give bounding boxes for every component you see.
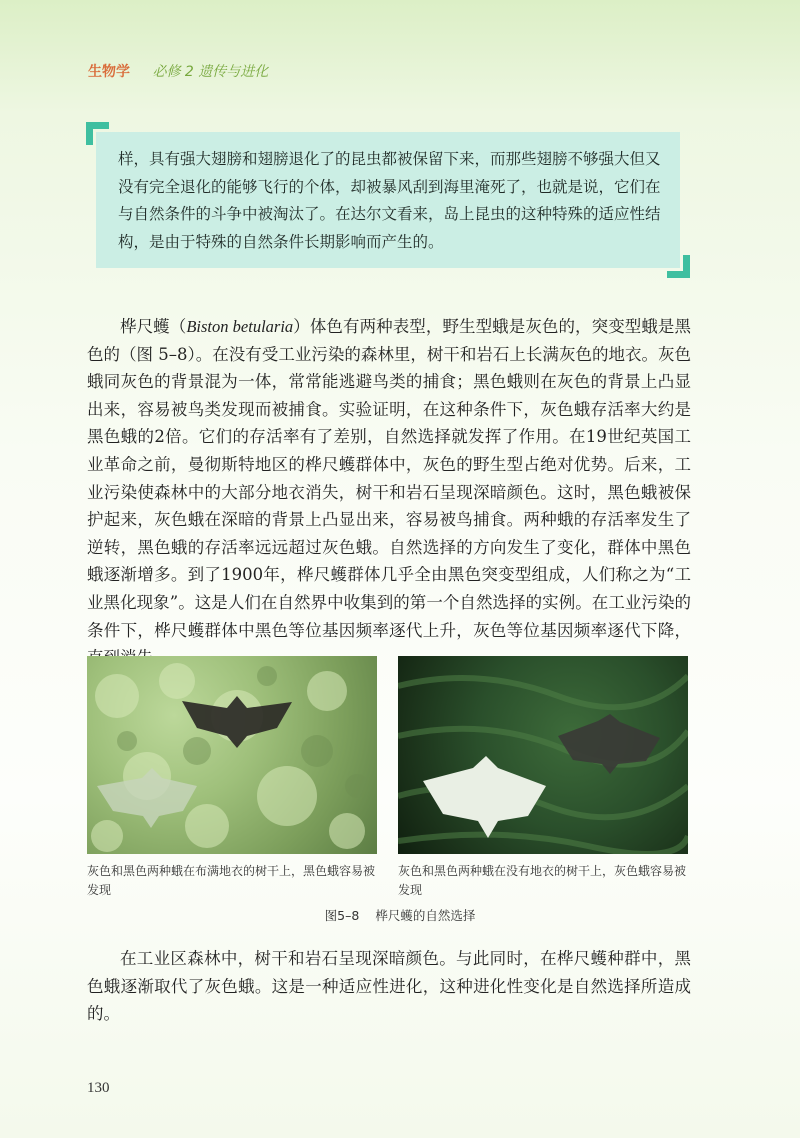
- page-number: 130: [87, 1080, 110, 1096]
- callout-corner-top-left: [86, 122, 109, 145]
- latin-name: Biston betularia: [186, 317, 294, 336]
- header-module: 必修 2 遗传与进化: [152, 64, 269, 80]
- callout-corner-bottom-right: [667, 255, 690, 278]
- running-header: [88, 61, 268, 81]
- photo-moths-on-dark-bark: [398, 656, 688, 854]
- dark-bark-image: [398, 656, 688, 854]
- figure-title: [0, 906, 800, 924]
- paragraph-1-after-latin: ）体色有两种表型，野生型蛾是灰色的，突变型蛾是黑色的（图 5–8）。在没有受工业污染的森林里，树干和岩石上长满灰色的地衣。灰色蛾同灰色的背景混为一体，常常能逃避鸟类的捕食；黑色蛾则在灰色的背景上凸显出来，容易被鸟类发现而被捕食。实验证明，在这种条件下，灰色蛾存活率大约是黑色蛾的2倍。它们的存活率有了差别，自然选择就发挥了作用。在19世纪英国工业革命之前，曼彻斯特地区的桦尺蠖群体中，灰色的野生型占绝对优势。后来，工业污染使森林中的大部分地衣消失，树干和岩石呈现深暗颜色。这时，黑色蛾被保护起来，灰色蛾在深暗的背景上凸显出来，容易被鸟捕食。两种蛾的存活率发生了逆转，黑色蛾的存活率远远超过灰色蛾。自然选择的方向发生了变化，群体中黑色蛾逐渐增多。到了1900年，桦尺蠖群体几乎全由黑色突变型组成，人们称之为“工业黑化现象”。这是人们在自然界中收集到的第一个自然选择的实例。在工业污染的条件下，桦尺蠖群体中黑色等位基因频率逐代上升，灰色等位基因频率逐代下降，: [87, 317, 692, 640]
- paragraph-1-text: [87, 313, 691, 672]
- header-subject: 生物学: [88, 64, 130, 80]
- figure-caption-right: 灰色和黑色两种蛾在没有地衣的树干上，灰色蛾容易被发现: [398, 864, 687, 897]
- paragraph-1-before-latin: 桦尺蠖（: [120, 317, 187, 336]
- figure-label: 图5–8: [324, 908, 360, 923]
- grey-moth-shape: [97, 768, 197, 828]
- callout-box: [96, 132, 680, 268]
- paragraph-2-text: 在工业区森林中，树干和岩石呈现深暗颜色。与此同时，在桦尺蠖种群中，黑色蛾逐渐取代了灰色蛾。这是一种适应性进化，这种进化性变化是自然选择所造成的。: [87, 949, 691, 1024]
- figure-title-text: 桦尺蠖的自然选择: [375, 908, 476, 923]
- body-paragraph-1: [87, 313, 691, 672]
- grey-moth-shape: [423, 756, 546, 838]
- photo-moths-on-lichen: [87, 656, 377, 854]
- lichen-bark-image: [87, 656, 377, 854]
- figure-caption-left: 灰色和黑色两种蛾在布满地衣的树干上，黑色蛾容易被发现: [87, 864, 376, 897]
- body-paragraph-2: [87, 945, 691, 1028]
- callout-text: 样，具有强大翅膀和翅膀退化了的昆虫都被保留下来，而那些翅膀不够强大但又没有完全退化的能够飞行的个体，却被暴风刮到海里淹死了，也就是说，它们在与自然条件的斗争中被淘汰了。在达尔文看来，岛上昆虫的这种特殊的适应性结构，是由于特殊的自然条件长期影响而产生的。: [118, 150, 661, 251]
